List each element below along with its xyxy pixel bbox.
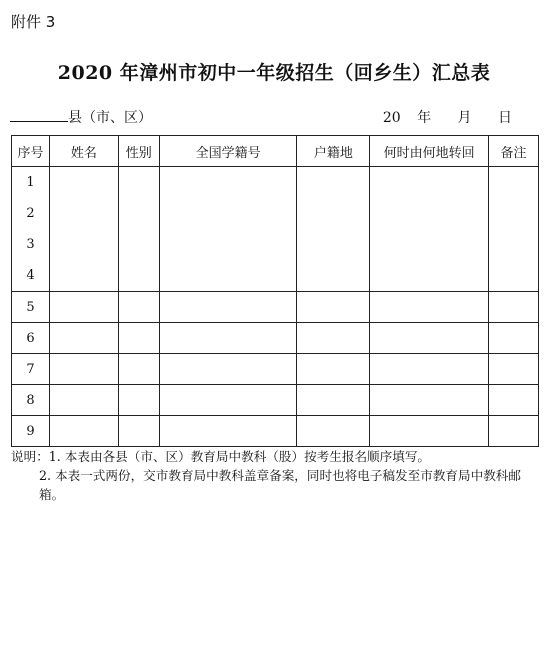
county-field <box>10 107 152 127</box>
cell[interactable] <box>118 229 159 260</box>
cell[interactable] <box>159 260 297 292</box>
cell[interactable] <box>370 323 489 354</box>
cell[interactable] <box>49 354 118 385</box>
cell[interactable] <box>49 323 118 354</box>
row-index: 5 <box>12 292 50 323</box>
cell[interactable] <box>49 292 118 323</box>
summary-table <box>11 135 539 447</box>
cell[interactable] <box>297 229 370 260</box>
header-name: 姓名 <box>49 136 118 167</box>
county-suffix: 县（市、区） <box>68 110 152 126</box>
cell[interactable] <box>489 292 539 323</box>
note-2: 2. 本表一式两份，交市教育局中教科盖章备案，同时也将电子稿发至市教育局中教科邮箱。 <box>39 468 521 502</box>
date-day-unit: 日 <box>498 110 512 126</box>
cell[interactable] <box>159 167 297 199</box>
cell[interactable] <box>49 385 118 416</box>
cell[interactable] <box>489 354 539 385</box>
row-index: 1 <box>12 167 50 199</box>
cell[interactable] <box>297 198 370 229</box>
cell[interactable] <box>159 323 297 354</box>
cell[interactable] <box>370 416 489 447</box>
table-row <box>12 260 539 292</box>
cell[interactable] <box>118 323 159 354</box>
cell[interactable] <box>118 416 159 447</box>
table-row <box>12 354 539 385</box>
date-year: 20 <box>382 110 401 126</box>
table-row <box>12 385 539 416</box>
cell[interactable] <box>370 167 489 199</box>
cell[interactable] <box>159 416 297 447</box>
table-row <box>12 198 539 229</box>
cell[interactable] <box>159 229 297 260</box>
attachment-label: 附件 3 <box>11 13 56 31</box>
table-row <box>12 416 539 447</box>
row-index: 3 <box>12 229 50 260</box>
cell[interactable] <box>118 260 159 292</box>
table-row <box>12 292 539 323</box>
date-field <box>371 107 512 127</box>
cell[interactable] <box>370 260 489 292</box>
cell[interactable] <box>489 260 539 292</box>
cell[interactable] <box>297 323 370 354</box>
cell[interactable] <box>49 416 118 447</box>
cell[interactable] <box>159 385 297 416</box>
date-year-unit: 年 <box>417 110 432 126</box>
header-remarks: 备注 <box>489 136 539 167</box>
table-row <box>12 323 539 354</box>
cell[interactable] <box>370 198 489 229</box>
cell[interactable] <box>118 292 159 323</box>
cell[interactable] <box>297 385 370 416</box>
cell[interactable] <box>118 354 159 385</box>
cell[interactable] <box>489 198 539 229</box>
cell[interactable] <box>489 385 539 416</box>
cell[interactable] <box>370 229 489 260</box>
cell[interactable] <box>489 229 539 260</box>
row-index: 2 <box>12 198 50 229</box>
table-row <box>12 167 539 199</box>
table-row <box>12 229 539 260</box>
county-blank[interactable] <box>10 109 68 122</box>
cell[interactable] <box>49 260 118 292</box>
cell[interactable] <box>159 198 297 229</box>
cell[interactable] <box>489 167 539 199</box>
cell[interactable] <box>297 292 370 323</box>
header-index: 序号 <box>12 136 50 167</box>
cell[interactable] <box>49 198 118 229</box>
cell[interactable] <box>489 323 539 354</box>
cell[interactable] <box>49 167 118 199</box>
cell[interactable] <box>370 385 489 416</box>
header-gender: 性别 <box>118 136 159 167</box>
cell[interactable] <box>297 167 370 199</box>
row-index: 8 <box>12 385 50 416</box>
cell[interactable] <box>297 416 370 447</box>
row-index: 6 <box>12 323 50 354</box>
cell[interactable] <box>489 416 539 447</box>
note-1: 说明：1. 本表由各县（市、区）教育局中教科（股）按考生报名顺序填写。 <box>11 449 431 464</box>
header-student-id: 全国学籍号 <box>159 136 297 167</box>
row-index: 4 <box>12 260 50 292</box>
row-index: 9 <box>12 416 50 447</box>
notes <box>11 447 541 504</box>
table-header-row <box>12 136 539 167</box>
form-title: 2020 年漳州市初中一年级招生（回乡生）汇总表 <box>57 62 491 84</box>
cell[interactable] <box>118 385 159 416</box>
date-month-unit: 月 <box>457 110 472 126</box>
cell[interactable] <box>297 354 370 385</box>
cell[interactable] <box>118 167 159 199</box>
row-index: 7 <box>12 354 50 385</box>
cell[interactable] <box>159 292 297 323</box>
cell[interactable] <box>159 354 297 385</box>
cell[interactable] <box>49 229 118 260</box>
header-transfer: 何时由何地转回 <box>370 136 489 167</box>
cell[interactable] <box>370 354 489 385</box>
cell[interactable] <box>297 260 370 292</box>
header-household: 户籍地 <box>297 136 370 167</box>
cell[interactable] <box>370 292 489 323</box>
cell[interactable] <box>118 198 159 229</box>
